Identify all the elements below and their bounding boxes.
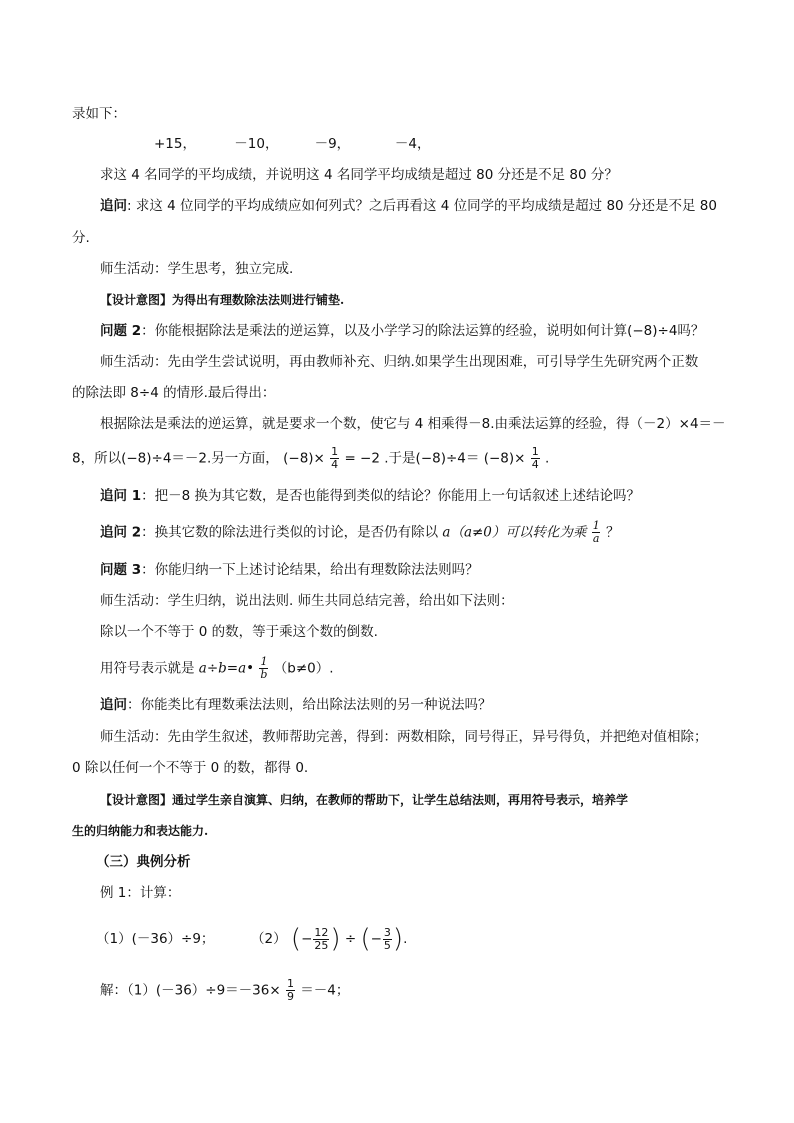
denominator: 9 (286, 990, 294, 1003)
design-intent-note: 生的归纳能力和表达能力. (72, 824, 209, 838)
math-expr: = −2 (344, 450, 380, 467)
follow-up-label: 追问 (100, 697, 127, 713)
math-expr: （b≠0）. (273, 660, 334, 677)
numerator: 1 (531, 445, 539, 458)
text-span: ：把－8 换为其它数，是否也能得到类似的结论？你能用上一句话叙述上述结论吗？ (141, 488, 640, 504)
numerator: 1 (331, 445, 339, 458)
fraction (330, 446, 339, 471)
text-span: 用符号表示就是 (100, 660, 195, 677)
denominator: a (592, 532, 600, 545)
text-line (100, 656, 334, 681)
fraction (383, 927, 392, 952)
numerator: 1 (260, 655, 268, 668)
question-label: 问题 3 (100, 562, 142, 578)
math-expr: (−8)× (483, 450, 526, 467)
denominator: 25 (314, 938, 329, 952)
score-list (154, 134, 471, 154)
text-line: 师生活动：先由学生尝试说明，再由教师补充、归纳.如果学生出现困难，可引导学生先研究两个正数 (100, 354, 699, 370)
follow-up-label: 追问 (100, 198, 127, 214)
fraction (592, 520, 601, 545)
design-intent-note: 【设计意图】通过学生亲自演算、归纳，在教师的帮助下，让学生总结法则，再用符号表示，培养学 (100, 793, 629, 807)
text-span: ＝－4； (300, 982, 350, 999)
score-value: －10， (234, 136, 279, 152)
minus-sign: − (301, 931, 313, 947)
text-span: ：你能归纳一下上述讨论结果，给出有理数除法法则吗？ (141, 562, 479, 578)
problem-1: （1）(－36）÷9； (96, 931, 215, 947)
text-line (100, 196, 717, 216)
denominator: 5 (383, 938, 391, 952)
numerator: 12 (314, 925, 329, 939)
text-line (100, 486, 640, 506)
text-line (72, 446, 549, 471)
left-paren: ( (290, 924, 302, 954)
left-paren: ( (360, 924, 371, 954)
text-line: 师生活动：学生归纳，说出法则. 师生共同总结完善，给出如下法则： (100, 593, 514, 609)
score-value: +15， (154, 136, 196, 152)
text-line: 的除法即 8÷4 的情形.最后得出： (72, 385, 276, 401)
text-span: : 求这 4 位同学的平均成绩应如何列式？之后再看这 4 位同学的平均成绩是超过 80 分还是不足 80 (127, 198, 717, 214)
text-span: . (545, 450, 550, 467)
text-line: 0 除以任何一个不等于 0 的数，都得 0. (72, 760, 309, 776)
example-problems (96, 926, 407, 952)
text-span: .于是(−8)÷4＝ (384, 450, 480, 467)
text-span: . (403, 931, 408, 947)
numerator: 1 (286, 977, 294, 990)
text-line: 分. (72, 230, 90, 246)
problem-2-label: （2） (251, 931, 287, 947)
text-line (100, 560, 479, 580)
denominator: 4 (531, 458, 539, 471)
solution-line (100, 978, 349, 1003)
math-expr: (−8)× (283, 450, 325, 467)
text-line: 求这 4 名同学的平均成绩，并说明这 4 名同学平均成绩是超过 80 分还是不足 80 分？ (100, 167, 618, 183)
text-line: 师生活动：先由学生叙述，教师帮助完善，得到：两数相除，同号得正，异号得负，并把绝对值相除； (100, 729, 708, 745)
text-line: 根据除法是乘法的逆运算，就是要求一个数，使它与 4 相乘得－8.由乘法运算的经验，得（－2）×4＝－ (100, 416, 726, 432)
math-expr: a（a≠0）可以转化为乘 (442, 524, 587, 541)
fraction (286, 978, 295, 1003)
text-span: ：换其它数的除法进行类似的讨论，是否仍有除以 (141, 524, 439, 541)
text-line (100, 695, 492, 715)
text-span: ？ (605, 524, 620, 541)
score-value: －9， (314, 136, 351, 152)
fraction (313, 927, 329, 952)
text-span: ：你能类比有理数乘法法则，给出除法法则的另一种说法吗？ (127, 697, 492, 713)
text-span: 解：（1）(－36）÷9＝－36× (100, 982, 281, 999)
follow-up-label: 追问 2 (100, 524, 142, 541)
text-line: 师生活动：学生思考，独立完成. (100, 261, 294, 277)
fraction (531, 446, 540, 471)
text-span: ：你能根据除法是乘法的逆运算，以及小学学习的除法运算的经验，说明如何计算(−8)÷4吗？ (141, 323, 705, 339)
follow-up-label: 追问 1 (100, 488, 142, 504)
section-heading: （三）典例分析 (96, 854, 191, 870)
denominator: 4 (331, 458, 339, 471)
numerator: 1 (592, 519, 600, 532)
denominator: b (260, 668, 268, 681)
text-span: 8，所以(−8)÷4＝－2.另一方面， (72, 450, 279, 467)
right-paren: ) (330, 924, 341, 954)
right-paren: ) (392, 924, 404, 954)
text-line (100, 321, 704, 341)
text-line (100, 520, 619, 545)
text-line: 录如下： (72, 106, 126, 122)
fraction (259, 656, 268, 681)
score-value: －4， (394, 136, 431, 152)
question-label: 问题 2 (100, 323, 142, 339)
division-sign: ÷ (344, 931, 357, 947)
math-expr: a÷b=a• (198, 660, 255, 677)
example-title: 例 1：计算： (100, 885, 181, 901)
design-intent-note: 【设计意图】为得出有理数除法法则进行铺垫. (100, 293, 345, 307)
rule-statement: 除以一个不等于 0 的数，等于乘这个数的倒数. (100, 624, 378, 640)
minus-sign: − (370, 931, 382, 947)
numerator: 3 (383, 925, 391, 939)
